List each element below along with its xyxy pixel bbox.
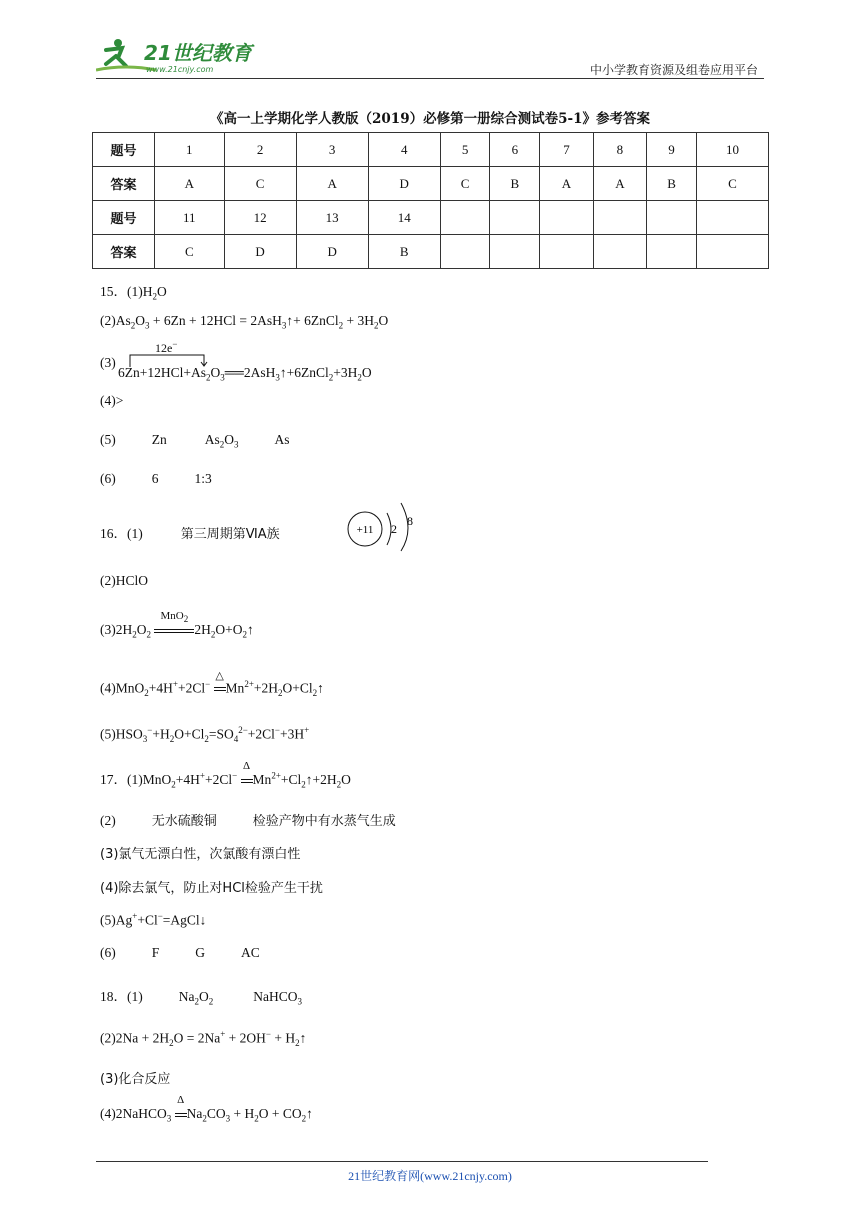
- label-cell: 答案: [93, 235, 155, 269]
- q17-part5: (5)Ag++Cl−=AgCl↓: [100, 911, 207, 928]
- label-cell: 题号: [93, 133, 155, 167]
- table-cell: 4: [368, 133, 440, 167]
- table-cell: A: [593, 167, 646, 201]
- footer-link[interactable]: 21世纪教育网(www.21cnjy.com): [348, 1169, 512, 1183]
- table-cell: [440, 201, 490, 235]
- table-cell: [647, 201, 697, 235]
- table-row: [93, 167, 769, 201]
- table-row: [93, 133, 769, 167]
- table-cell: [490, 235, 540, 269]
- q17-part1: 17．(1)MnO$_2$+4H++2Cl− Δ $Mn^{2+}+Cl_2↑+2H_2O$: [100, 760, 351, 790]
- table-cell: D: [296, 235, 368, 269]
- table-cell: B: [368, 235, 440, 269]
- q18-part2: $(2)2Na + 2H_2O = 2Na^+ + 2OH^-$ + $H_2↑$: [100, 1029, 307, 1049]
- table-cell: [440, 235, 490, 269]
- table-cell: C: [155, 235, 225, 269]
- table-cell: 7: [540, 133, 593, 167]
- q15-part2: $(2)As_2O_3 + 6Zn + 12HCl$ = 2AsH$_3$↑+ 6ZnCl$_2$ + $3H_2O$: [100, 313, 389, 331]
- table-cell: D: [368, 167, 440, 201]
- answer-table: [92, 132, 769, 269]
- footer-divider: [96, 1161, 708, 1162]
- q15-part6: (6) 6 1:3: [100, 471, 212, 486]
- q17-part2: (2) 无水硫酸铜 检验产物中有水蒸气生成: [100, 813, 396, 829]
- table-cell: [593, 201, 646, 235]
- table-cell: C: [440, 167, 490, 201]
- table-cell: B: [490, 167, 540, 201]
- table-cell: 10: [696, 133, 768, 167]
- table-cell: B: [647, 167, 697, 201]
- q17-part3: (3)氯气无漂白性，次氯酸有漂白性: [100, 847, 301, 862]
- header-divider: [96, 78, 764, 79]
- q18-part4: (4)2NaHCO$_3$ Δ $Na_2CO_3 + H_2O$ + $CO_2↑$: [100, 1094, 313, 1124]
- table-cell: 1: [155, 133, 225, 167]
- q16-part1: 16．(1) 第三周期第ⅥA族: [100, 526, 280, 542]
- table-cell: 6: [490, 133, 540, 167]
- logo-text: 21世纪教育: [144, 41, 252, 65]
- logo-url: www.21cnjy.com: [146, 65, 214, 74]
- shell1-count: 2: [391, 522, 397, 536]
- table-cell: [540, 235, 593, 269]
- q18-part1: 18．(1) $Na_2O_2$ NaHCO$_3$: [100, 989, 302, 1007]
- table-cell: 9: [647, 133, 697, 167]
- table-cell: 3: [296, 133, 368, 167]
- q15-part1: 15．$(1)H_2O$: [100, 284, 167, 302]
- q15-part5: (5) Zn $As_2O_3$ As: [100, 432, 290, 450]
- table-cell: 12: [224, 201, 296, 235]
- table-cell: 8: [593, 133, 646, 167]
- table-cell: [696, 201, 768, 235]
- atom-structure-diagram: [345, 497, 425, 553]
- table-cell: [593, 235, 646, 269]
- table-cell: 14: [368, 201, 440, 235]
- table-row: [93, 201, 769, 235]
- q16-part3: $(3)2H_2O_2$ MnO$_2$ $2H_2O+O_2↑$: [100, 610, 254, 640]
- logo: [96, 34, 266, 76]
- table-cell: A: [155, 167, 225, 201]
- q16-part4: (4)MnO$_2$+4H++2Cl− △ $Mn^{2+}+2H_2O+Cl_2↑$: [100, 669, 324, 699]
- q15-part4: (4)>: [100, 393, 124, 408]
- table-cell: A: [540, 167, 593, 201]
- shell2-count: 8: [407, 514, 413, 528]
- label-cell: 答案: [93, 167, 155, 201]
- table-row: [93, 235, 769, 269]
- table-cell: [696, 235, 768, 269]
- table-cell: [540, 201, 593, 235]
- table-cell: 11: [155, 201, 225, 235]
- label-cell: 题号: [93, 201, 155, 235]
- nucleus-charge: +11: [356, 524, 374, 536]
- q18-part3: (3)化合反应: [100, 1072, 171, 1087]
- platform-label: 中小学教育资源及组卷应用平台: [589, 63, 758, 77]
- q16-part2: (2)HClO: [100, 573, 148, 588]
- table-cell: 13: [296, 201, 368, 235]
- q17-part4: (4)除去氯气，防止对HCl检验产生干扰: [100, 881, 323, 896]
- table-cell: D: [224, 235, 296, 269]
- q17-part6: (6) F G AC: [100, 945, 260, 960]
- table-cell: [490, 201, 540, 235]
- table-cell: C: [696, 167, 768, 201]
- table-cell: A: [296, 167, 368, 201]
- table-cell: C: [224, 167, 296, 201]
- table-cell: 2: [224, 133, 296, 167]
- table-cell: [647, 235, 697, 269]
- document-title: 《高一上学期化学人教版（2019）必修第一册综合测试卷5-1》参考答案: [210, 111, 650, 127]
- table-cell: 5: [440, 133, 490, 167]
- q16-part5: $(5)HSO_3^-+H_2O+Cl_2=SO_4^{2-}+2Cl^-+3H^+$: [100, 725, 310, 745]
